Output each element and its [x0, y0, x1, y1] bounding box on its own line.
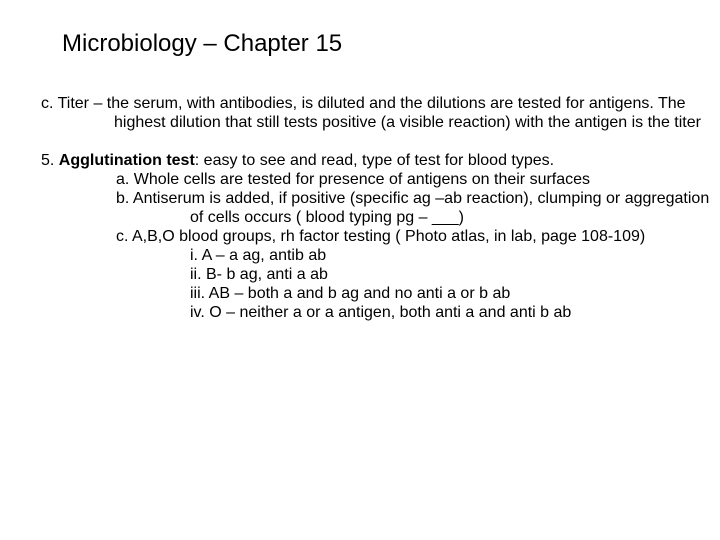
agglutination-term: Agglutination test	[58, 152, 195, 169]
titer-paragraph: c. Titer – the serum, with antibodies, is diluted and the dilutions are tested for antigens. The highest dilution that still tests positive (a visible reaction) with the antigen is the titer	[41, 95, 701, 131]
group-o: iv. O – neither a or a antigen, both anti a and anti b ab	[190, 304, 572, 321]
agglutination-paragraph	[41, 151, 711, 170]
point-blood-groups: c. A,B,O blood groups, rh factor testing ( Photo atlas, in lab, page 108-109)	[116, 228, 646, 245]
group-a: i. A – a ag, antib ab	[190, 247, 327, 264]
agglutination-description: : easy to see and read, type of test for blood types.	[194, 152, 555, 169]
slide-title: Microbiology – Chapter 15	[62, 30, 343, 57]
agglutination-number: 5.	[41, 152, 59, 169]
group-ab: iii. AB – both a and b ag and no anti a or b ab	[190, 285, 511, 302]
point-whole-cells: a. Whole cells are tested for presence of antigens on their surfaces	[116, 171, 591, 188]
point-antiserum: b. Antiserum is added, if positive (specific ag –ab reaction), clumping or aggregation of cells occurs ( blood typing pg – ___)	[116, 190, 710, 226]
group-b: ii. B- b ag, anti a ab	[190, 266, 328, 283]
paragraph-spacer	[41, 132, 711, 151]
slide-body	[41, 94, 711, 322]
